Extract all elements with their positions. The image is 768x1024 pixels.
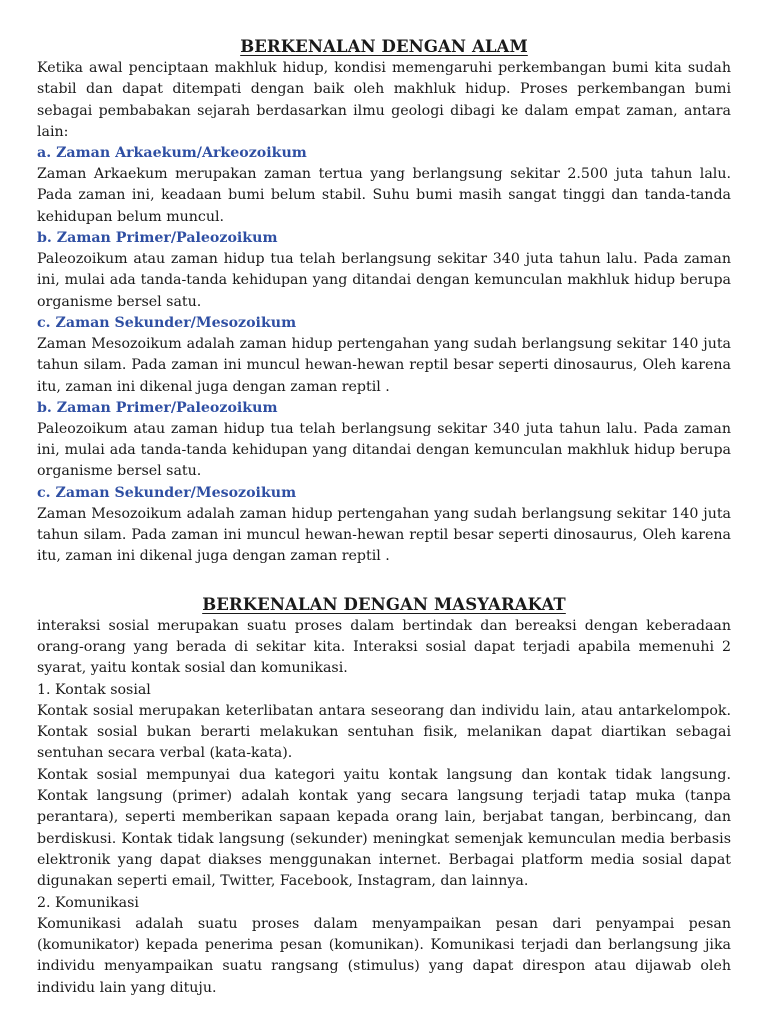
era-paragraph-mesozoikum-repeat: Zaman Mesozoikum adalah zaman hidup pertengahan yang sudah berlangsung sekitar 140 juta tahun silam. Pada zaman ini muncul hewan-hewan reptil besar seperti dinosaurus, Oleh karena itu, zaman ini dikenal juga dengan zaman reptil . xyxy=(37,505,731,565)
era-paragraph-paleozoikum: Paleozoikum atau zaman hidup tua telah berlangsung sekitar 340 juta tahun lalu. Pada zaman ini, mulai ada tanda-tanda kehidupan yang ditandai dengan kemunculan makhluk hidup berupa organisme bersel satu. xyxy=(37,251,731,310)
document-page xyxy=(37,36,731,999)
section-spacer xyxy=(37,568,731,594)
era-heading-mesozoikum: c. Zaman Sekunder/Mesozoikum xyxy=(37,314,297,331)
era-heading-paleozoikum-repeat: b. Zaman Primer/Paleozoikum xyxy=(37,399,278,416)
era-heading-paleozoikum: b. Zaman Primer/Paleozoikum xyxy=(37,230,278,247)
list-label-kontak-sosial: 1. Kontak sosial xyxy=(37,681,151,698)
era-heading-arkeozoikum: a. Zaman Arkaekum/Arkeozoikum xyxy=(37,145,307,162)
era-paragraph-arkeozoikum: Zaman Arkaekum merupakan zaman tertua yang berlangsung sekitar 2.500 juta tahun lalu. Pada zaman ini, keadaan bumi belum stabil. Suhu bumi masih sangat tinggi dan tanda-tanda kehidupan belum muncul. xyxy=(37,166,731,225)
komunikasi-paragraph: Komunikasi adalah suatu proses dalam menyampaikan pesan dari penyampai pesan (komunikator) kepada penerima pesan (komunikan). Komunikasi terjadi dan berlangsung jika individu menyampaikan suatu rangsang (stimulus) yang dapat direspon atau dijawab oleh individu lain yang dituju. xyxy=(37,915,731,996)
era-heading-mesozoikum-repeat: c. Zaman Sekunder/Mesozoikum xyxy=(37,484,297,501)
alam-intro-paragraph: Ketika awal penciptaan makhluk hidup, kondisi memengaruhi perkembangan bumi kita sudah stabil dan dapat ditempati dengan baik oleh makhluk hidup. Proses perkembangan bumi sebagai pembabakan sejarah berdasarkan ilmu geologi dibagi ke dalam empat zaman, antara lain: xyxy=(37,60,731,140)
section-title-alam: BERKENALAN DENGAN ALAM xyxy=(240,37,528,56)
era-paragraph-paleozoikum-repeat: Paleozoikum atau zaman hidup tua telah berlangsung sekitar 340 juta tahun lalu. Pada zaman ini, mulai ada tanda-tanda kehidupan yang ditandai dengan kemunculan makhluk hidup berupa organisme bersel satu. xyxy=(37,420,731,480)
kontak-sosial-paragraph-2: Kontak sosial mempunyai dua kategori yaitu kontak langsung dan kontak tidak langsung. Kontak langsung (primer) adalah kontak yang secara langsung terjadi tatap muka (tanpa perantara), seperti memberikan sapaan kepada orang lain, berjabat tangan, berbincang, dan berdiskusi. Kontak tidak langsung (sekunder) meningkat semenjak kemunculan media berbasis elektronik yang dapat diakses menggunakan internet. Berbagai platform media sosial dapat digunakan seperti email, Twitter, Facebook, Instagram, dan lainnya. xyxy=(37,766,731,890)
masyarakat-intro-paragraph: interaksi sosial merupakan suatu proses dalam bertindak dan bereaksi dengan keberadaan orang-orang yang berada di sekitar kita. Interaksi sosial dapat terjadi apabila memenuhi 2 syarat, yaitu kontak sosial dan komunikasi. xyxy=(37,617,731,677)
kontak-sosial-paragraph-1: Kontak sosial merupakan keterlibatan antara seseorang dan individu lain, atau antarkelompok. Kontak sosial bukan berarti melakukan sentuhan fisik, melanikan dapat diartikan sebagai sentuhan secara verbal (kata-kata). xyxy=(37,702,731,762)
era-paragraph-mesozoikum: Zaman Mesozoikum adalah zaman hidup pertengahan yang sudah berlangsung sekitar 140 juta tahun silam. Pada zaman ini muncul hewan-hewan reptil besar seperti dinosaurus, Oleh karena itu, zaman ini dikenal juga dengan zaman reptil . xyxy=(37,335,731,395)
list-label-komunikasi: 2. Komunikasi xyxy=(37,894,139,911)
section-title-masyarakat: BERKENALAN DENGAN MASYARAKAT xyxy=(202,594,566,614)
